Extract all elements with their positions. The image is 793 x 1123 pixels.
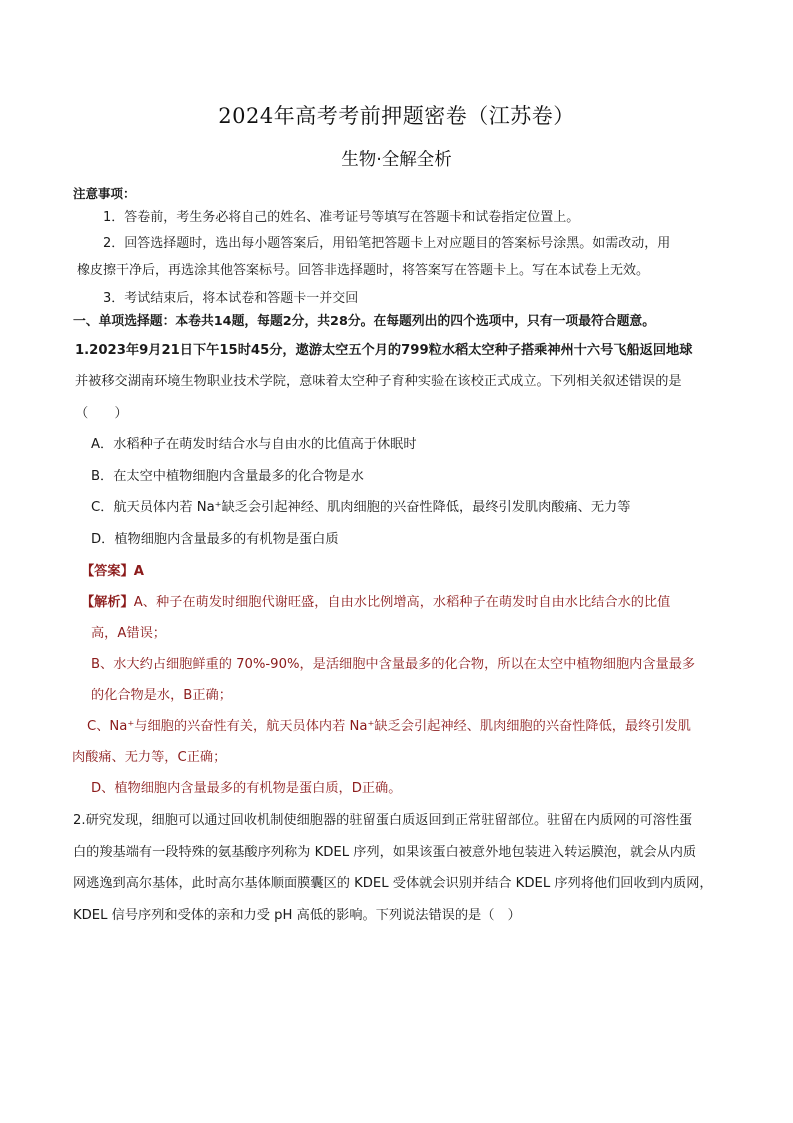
- question2-stem-line: 白的羧基端有一段特殊的氨基酸序列称为 KDEL 序列，如果该蛋白被意外地包装进入转运膜泡，就会从内质: [73, 845, 697, 860]
- question1-analysis-line: D、植物细胞内含量最多的有机物是蛋白质，D正确。: [91, 781, 402, 796]
- question1-option-b: B．在太空中植物细胞内含量最多的化合物是水: [91, 469, 364, 484]
- question1-stem-line: 1.2023年9月21日下午15时45分，遨游太空五个月的799粒水稻太空种子搭乘神州十六号飞船返回地球: [75, 343, 693, 358]
- notice-item: 橡皮擦干净后，再选涂其他答案标号。回答非选择题时，将答案写在答题卡上。写在本试卷上无效。: [77, 263, 650, 278]
- notice-heading: 注意事项：: [73, 186, 136, 201]
- notice-item: 1．答卷前，考生务必将自己的姓名、准考证号等填写在答题卡和试卷指定位置上。: [103, 210, 580, 225]
- question1-stem-line: （ ）: [75, 406, 128, 421]
- question1-option-d: D．植物细胞内含量最多的有机物是蛋白质: [91, 532, 339, 547]
- question2-stem-line: 2.研究发现，细胞可以通过回收机制使细胞器的驻留蛋白质返回到正常驻留部位。驻留在内质网的可溶性蛋: [73, 813, 693, 828]
- question1-analysis-line: B、水大约占细胞鲜重的 70%-90%，是活细胞中含量最多的化合物，所以在太空中植物细胞内含量最多: [91, 657, 696, 672]
- notice-item: 3．考试结束后，将本试卷和答题卡一并交回: [103, 291, 359, 306]
- question1-option-c: C．航天员体内若 Na⁺缺乏会引起神经、肌肉细胞的兴奋性降低，最终引发肌肉酸痛、无力等: [91, 500, 631, 515]
- question1-analysis-line: [81, 593, 670, 613]
- question1-analysis-line: C、Na⁺与细胞的兴奋性有关，航天员体内若 Na⁺缺乏会引起神经、肌肉细胞的兴奋性降低，最终引发肌: [87, 719, 691, 734]
- question1-analysis-line: 的化合物是水，B正确；: [91, 688, 232, 703]
- question1-analysis-line: 肉酸痛、无力等，C正确；: [72, 750, 227, 765]
- page-subtitle: 生物·全解全析: [341, 150, 452, 170]
- question2-stem-line: KDEL 信号序列和受体的亲和力受 pH 高低的影响。下列说法错误的是（ ）: [73, 908, 521, 923]
- analysis-text: A、种子在萌发时细胞代谢旺盛，自由水比例增高，水稻种子在萌发时自由水比结合水的比值: [133, 595, 671, 610]
- question1-option-a: A．水稻种子在萌发时结合水与自由水的比值高于休眠时: [91, 437, 417, 452]
- question1-analysis-line: 高，A错误；: [91, 626, 166, 641]
- question2-stem-line: 网逃逸到高尔基体，此时高尔基体顺面膜囊区的 KDEL 受体就会识别并结合 KDEL 序列将他们回收到内质网，: [73, 876, 713, 891]
- section-heading: 一、单项选择题：本卷共14题，每题2分，共28分。在每题列出的四个选项中，只有一项最符合题意。: [73, 314, 655, 329]
- page-title: 2024年高考考前押题密卷（江苏卷）: [218, 104, 575, 128]
- question1-stem-line: 并被移交湖南环境生物职业技术学院，意味着太空种子育种实验在该校正式成立。下列相关叙述错误的是: [75, 374, 682, 389]
- question1-answer: 【答案】A: [81, 564, 144, 579]
- notice-item: 2．回答选择题时，选出每小题答案后，用铅笔把答题卡上对应题目的答案标号涂黑。如需改动，用: [103, 236, 671, 251]
- analysis-label: 【解析】: [81, 595, 134, 610]
